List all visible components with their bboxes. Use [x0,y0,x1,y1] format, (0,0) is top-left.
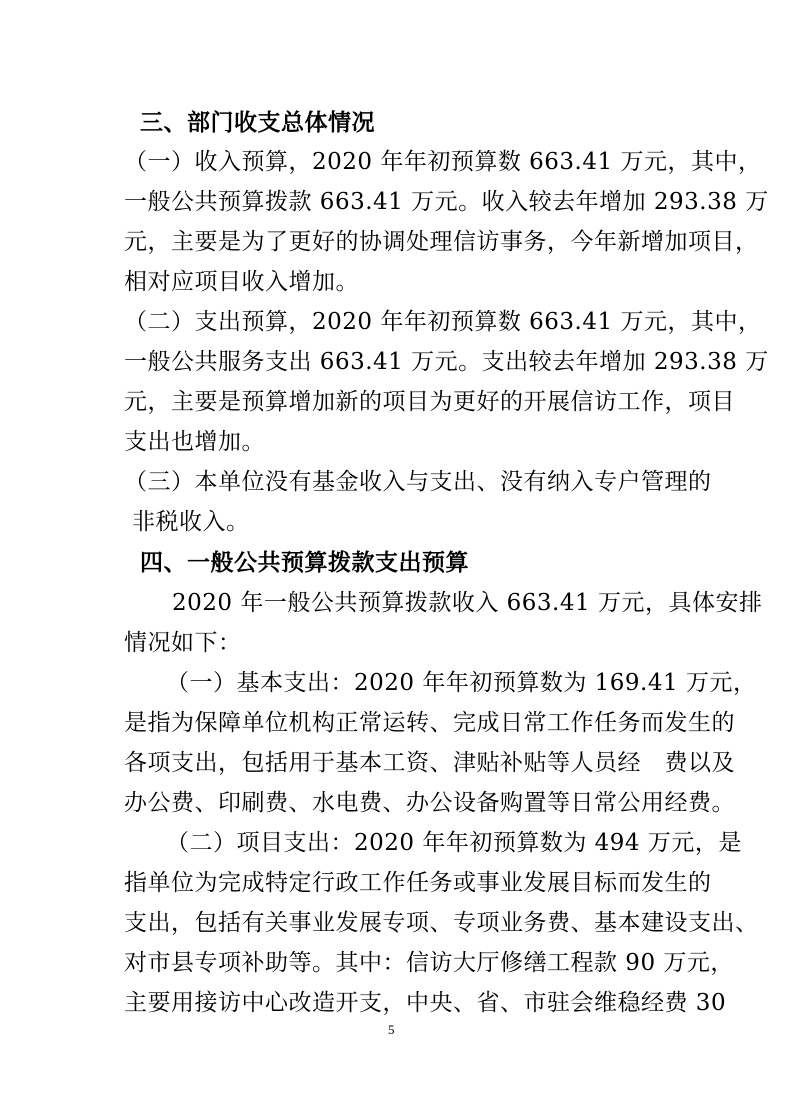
text-line: 各项支出，包括用于基本工资、津贴补贴等人员经 费以及 [124,750,735,776]
text-line: 是指为保障单位机构正常运转、完成日常工作任务而发生的 [124,710,735,736]
text-line: 对市县专项补助等。其中：信访大厅修缮工程款 90 万元， [124,950,734,976]
text-line: 指单位为完成特定行政工作任务或事业发展目标而发生的 [124,870,712,896]
text-line: 相对应项目收入增加。 [124,269,359,295]
text-line: 支出也增加。 [124,429,265,455]
text-line: 情况如下： [124,630,242,656]
text-line: 一般公共预算拨款 663.41 万元。收入较去年增加 293.38 万 [124,189,769,215]
text-line: （三）本单位没有基金收入与支出、没有纳入专户管理的 [124,469,712,495]
text-line: 主要用接访中心改造开支，中央、省、市驻会维稳经费 30 [124,990,727,1016]
text-line: 非税收入。 [132,509,250,535]
text-line: （二）项目支出：2020 年年初预算数为 494 万元，是 [166,830,742,856]
text-line: 元，主要是为了更好的协调处理信访事务，今年新增加项目， [124,229,759,255]
text-line: （一）基本支出：2020 年年初预算数为 169.41 万元， [166,670,757,696]
text-line: 元，主要是预算增加新的项目为更好的开展信访工作，项目 [124,389,735,415]
text-line: 一般公共服务支出 663.41 万元。支出较去年增加 293.38 万 [124,349,769,375]
text-line: 支出，包括有关事业发展专项、专项业务费、基本建设支出、 [124,910,759,936]
text-line: （二）支出预算，2020 年年初预算数 663.41 万元，其中， [124,309,762,335]
section-heading: 三、部门收支总体情况 [140,110,375,136]
text-line: （一）收入预算，2020 年年初预算数 663.41 万元，其中， [124,149,762,175]
section-heading: 四、一般公共预算拨款支出预算 [140,550,469,576]
text-line: 办公费、印刷费、水电费、办公设备购置等日常公用经费。 [124,790,735,816]
page-number: 5 [388,1022,395,1037]
text-line: 2020 年一般公共预算拨款收入 663.41 万元，具体安排 [172,590,763,616]
